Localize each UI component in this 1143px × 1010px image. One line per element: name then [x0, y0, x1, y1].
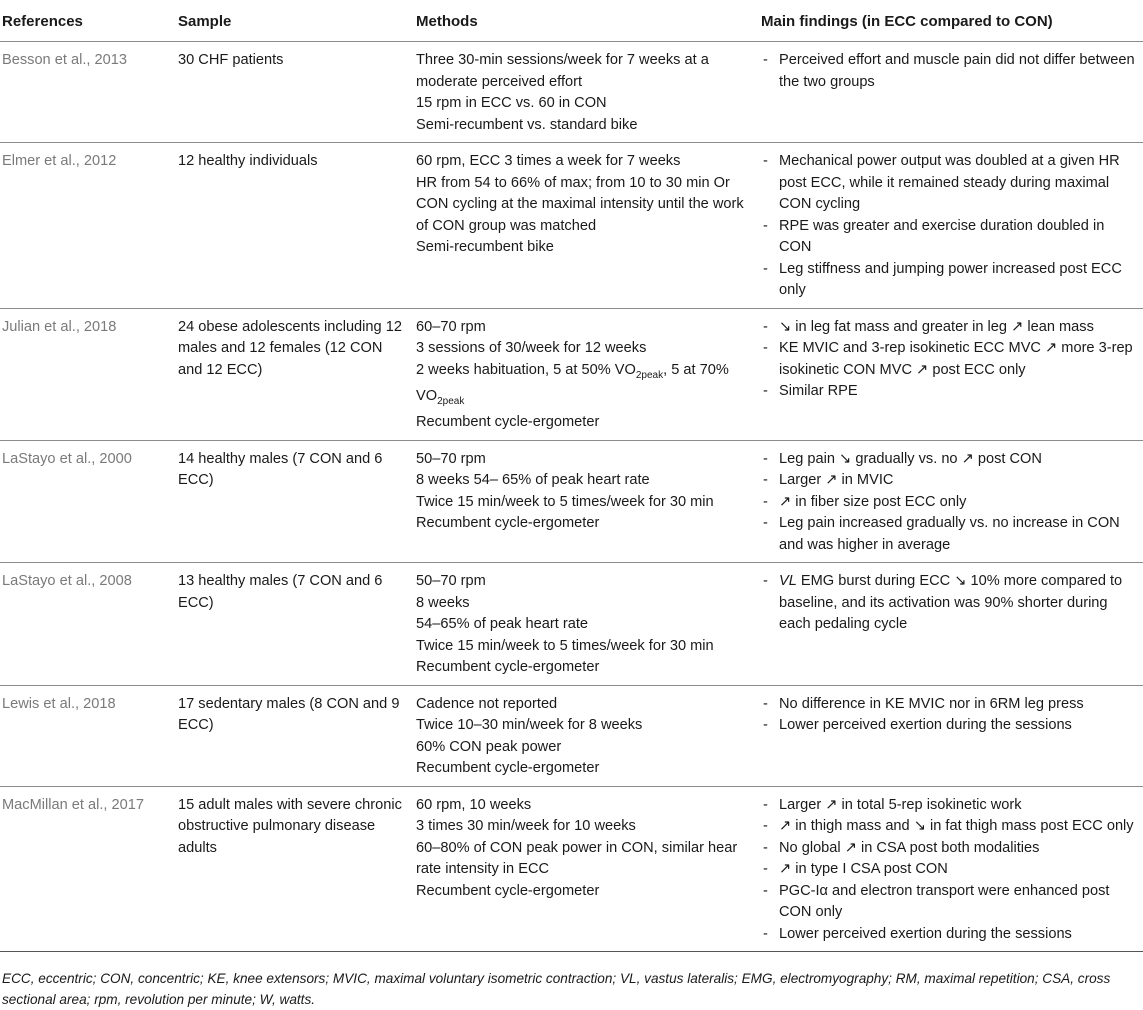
- finding-item: - Larger ↗ in total 5-rep isokinetic work: [761, 795, 1139, 817]
- sample-cell: 13 healthy males (7 CON and 6 ECC): [174, 563, 412, 686]
- findings-cell: [757, 685, 1143, 786]
- header-findings: Main findings (in ECC compared to CON): [757, 1, 1143, 42]
- finding-item: - Leg pain ↘ gradually vs. no ↗ post CON: [761, 449, 1139, 471]
- findings-list: [761, 50, 1139, 93]
- method-line: 2 weeks habituation, 5 at 50% $VO_{2peak}$, 5 at 70% $VO_{2peak}$: [416, 361, 729, 407]
- sample-cell: 12 healthy individuals: [174, 143, 412, 309]
- finding-item: - Lower perceived exertion during the sessions: [761, 715, 1139, 737]
- findings-cell: [757, 143, 1143, 309]
- method-line: Three 30-min sessions/week for 7 weeks at a moderate perceived effort: [416, 52, 709, 90]
- sample-cell: 30 CHF patients: [174, 42, 412, 143]
- finding-item: - ↗ in thigh mass and ↘ in fat thigh mass post ECC only: [761, 816, 1139, 838]
- methods-cell: [412, 440, 757, 563]
- header-methods: Methods: [412, 1, 757, 42]
- findings-cell: [757, 308, 1143, 440]
- reference-cell: LaStayo et al., 2008: [0, 563, 174, 686]
- method-line: Recumbent cycle-ergometer: [416, 882, 600, 899]
- method-line: 60–80% of CON peak power in CON, similar hear rate intensity in ECC: [416, 839, 738, 878]
- finding-item: - No difference in KE MVIC nor in 6RM leg press: [761, 694, 1139, 716]
- table-footnote: ECC, eccentric; CON, concentric; KE, knee extensors; MVIC, maximal voluntary isometric contraction; VL, vastus lateralis; EMG, electromyography; RM, maximal repetition; CSA, cross sectional area; rpm, revolution per minute; W, watts.: [2, 971, 1111, 1008]
- method-line: Recumbent cycle-ergometer: [416, 659, 600, 676]
- method-line: Recumbent cycle-ergometer: [416, 414, 600, 431]
- methods-cell: [412, 42, 757, 143]
- findings-cell: [757, 563, 1143, 686]
- methods-cell: [412, 308, 757, 440]
- method-line: 60–70 rpm: [416, 318, 486, 335]
- header-references: References: [0, 1, 174, 42]
- methods-cell: [412, 563, 757, 686]
- method-line: HR from 54 to 66% of max; from 10 to 30 min Or CON cycling at the maximal intensity until the work of CON group was matched: [416, 174, 744, 234]
- finding-item: - RPE was greater and exercise duration doubled in CON: [761, 216, 1139, 259]
- reference-cell: Besson et al., 2013: [0, 42, 174, 143]
- finding-item: - ↗ in fiber size post ECC only: [761, 492, 1139, 514]
- findings-list: [761, 317, 1139, 403]
- findings-list: [761, 795, 1139, 946]
- table-row: [0, 685, 1143, 786]
- reference-cell: Lewis et al., 2018: [0, 685, 174, 786]
- methods-cell: [412, 685, 757, 786]
- method-line: Recumbent cycle-ergometer: [416, 515, 600, 532]
- sample-cell: 15 adult males with severe chronic obstructive pulmonary disease adults: [174, 786, 412, 952]
- table-row: [0, 42, 1143, 143]
- findings-cell: [757, 440, 1143, 563]
- finding-item: - Larger ↗ in MVIC: [761, 470, 1139, 492]
- method-line: Twice 15 min/week to 5 times/week for 30 min: [416, 637, 714, 654]
- header-sample: Sample: [174, 1, 412, 42]
- finding-item: - No global ↗ in CSA post both modalities: [761, 838, 1139, 860]
- finding-item: - Perceived effort and muscle pain did not differ between the two groups: [761, 50, 1139, 93]
- finding-item: - ↘ in leg fat mass and greater in leg ↗ lean mass: [761, 317, 1139, 339]
- findings-cell: [757, 786, 1143, 952]
- methods-cell: [412, 786, 757, 952]
- sample-cell: 17 sedentary males (8 CON and 9 ECC): [174, 685, 412, 786]
- method-line: 50–70 rpm: [416, 450, 486, 467]
- table-row: [0, 143, 1143, 309]
- header-row: [0, 1, 1143, 42]
- methods-cell: [412, 143, 757, 309]
- finding-item: - Similar RPE: [761, 381, 1139, 403]
- method-line: 54–65% of peak heart rate: [416, 616, 589, 633]
- method-line: 15 rpm in ECC vs. 60 in CON: [416, 95, 607, 111]
- method-line: Semi-recumbent bike: [416, 239, 554, 255]
- table-body: [0, 42, 1143, 952]
- findings-list: [761, 151, 1139, 302]
- table-row: [0, 563, 1143, 686]
- method-line: 60 rpm, ECC 3 times a week for 7 weeks: [416, 153, 681, 169]
- method-line: 60 rpm, 10 weeks: [416, 796, 532, 813]
- findings-list: [761, 694, 1139, 737]
- method-line: 3 times 30 min/week for 10 weeks: [416, 818, 636, 835]
- method-line: Twice 15 min/week to 5 times/week for 30 min: [416, 493, 714, 510]
- reference-cell: LaStayo et al., 2000: [0, 440, 174, 563]
- table-header: [0, 1, 1143, 42]
- reference-cell: Julian et al., 2018: [0, 308, 174, 440]
- finding-item: - ↗ in type I CSA post CON: [761, 859, 1139, 881]
- sample-cell: 24 obese adolescents including 12 males and 12 females (12 CON and 12 ECC): [174, 308, 412, 440]
- finding-item: - VL EMG burst during ECC ↘ 10% more compared to baseline, and its activation was 90% shorter during each pedaling cycle: [761, 571, 1139, 636]
- finding-item: - KE MVIC and 3-rep isokinetic ECC MVC ↗ more 3-rep isokinetic CON MVC ↗ post ECC only: [761, 338, 1139, 381]
- reference-cell: MacMillan et al., 2017: [0, 786, 174, 952]
- table-row: [0, 786, 1143, 952]
- findings-list: [761, 571, 1139, 636]
- method-line: 60% CON peak power: [416, 738, 562, 755]
- finding-item: - Lower perceived exertion during the sessions: [761, 924, 1139, 946]
- findings-cell: [757, 42, 1143, 143]
- method-line: Recumbent cycle-ergometer: [416, 760, 600, 777]
- table-row: [0, 440, 1143, 563]
- method-line: 3 sessions of 30/week for 12 weeks: [416, 340, 647, 356]
- finding-item: - PGC-Iα and electron transport were enhanced post CON only: [761, 881, 1139, 924]
- finding-item: - Leg pain increased gradually vs. no increase in CON and was higher in average: [761, 513, 1139, 556]
- method-line: 8 weeks 54– 65% of peak heart rate: [416, 472, 650, 489]
- method-line: Twice 10–30 min/week for 8 weeks: [416, 717, 643, 734]
- method-line: 8 weeks: [416, 594, 470, 611]
- findings-list: [761, 449, 1139, 557]
- method-line: Semi-recumbent vs. standard bike: [416, 116, 638, 133]
- finding-item: - Mechanical power output was doubled at a given HR post ECC, while it remained steady during maximal CON cycling: [761, 151, 1139, 216]
- sample-cell: 14 healthy males (7 CON and 6 ECC): [174, 440, 412, 563]
- method-line: 50–70 rpm: [416, 573, 486, 590]
- finding-item: - Leg stiffness and jumping power increased post ECC only: [761, 259, 1139, 302]
- table-row: [0, 308, 1143, 440]
- method-line: Cadence not reported: [416, 695, 558, 712]
- reference-cell: Elmer et al., 2012: [0, 143, 174, 309]
